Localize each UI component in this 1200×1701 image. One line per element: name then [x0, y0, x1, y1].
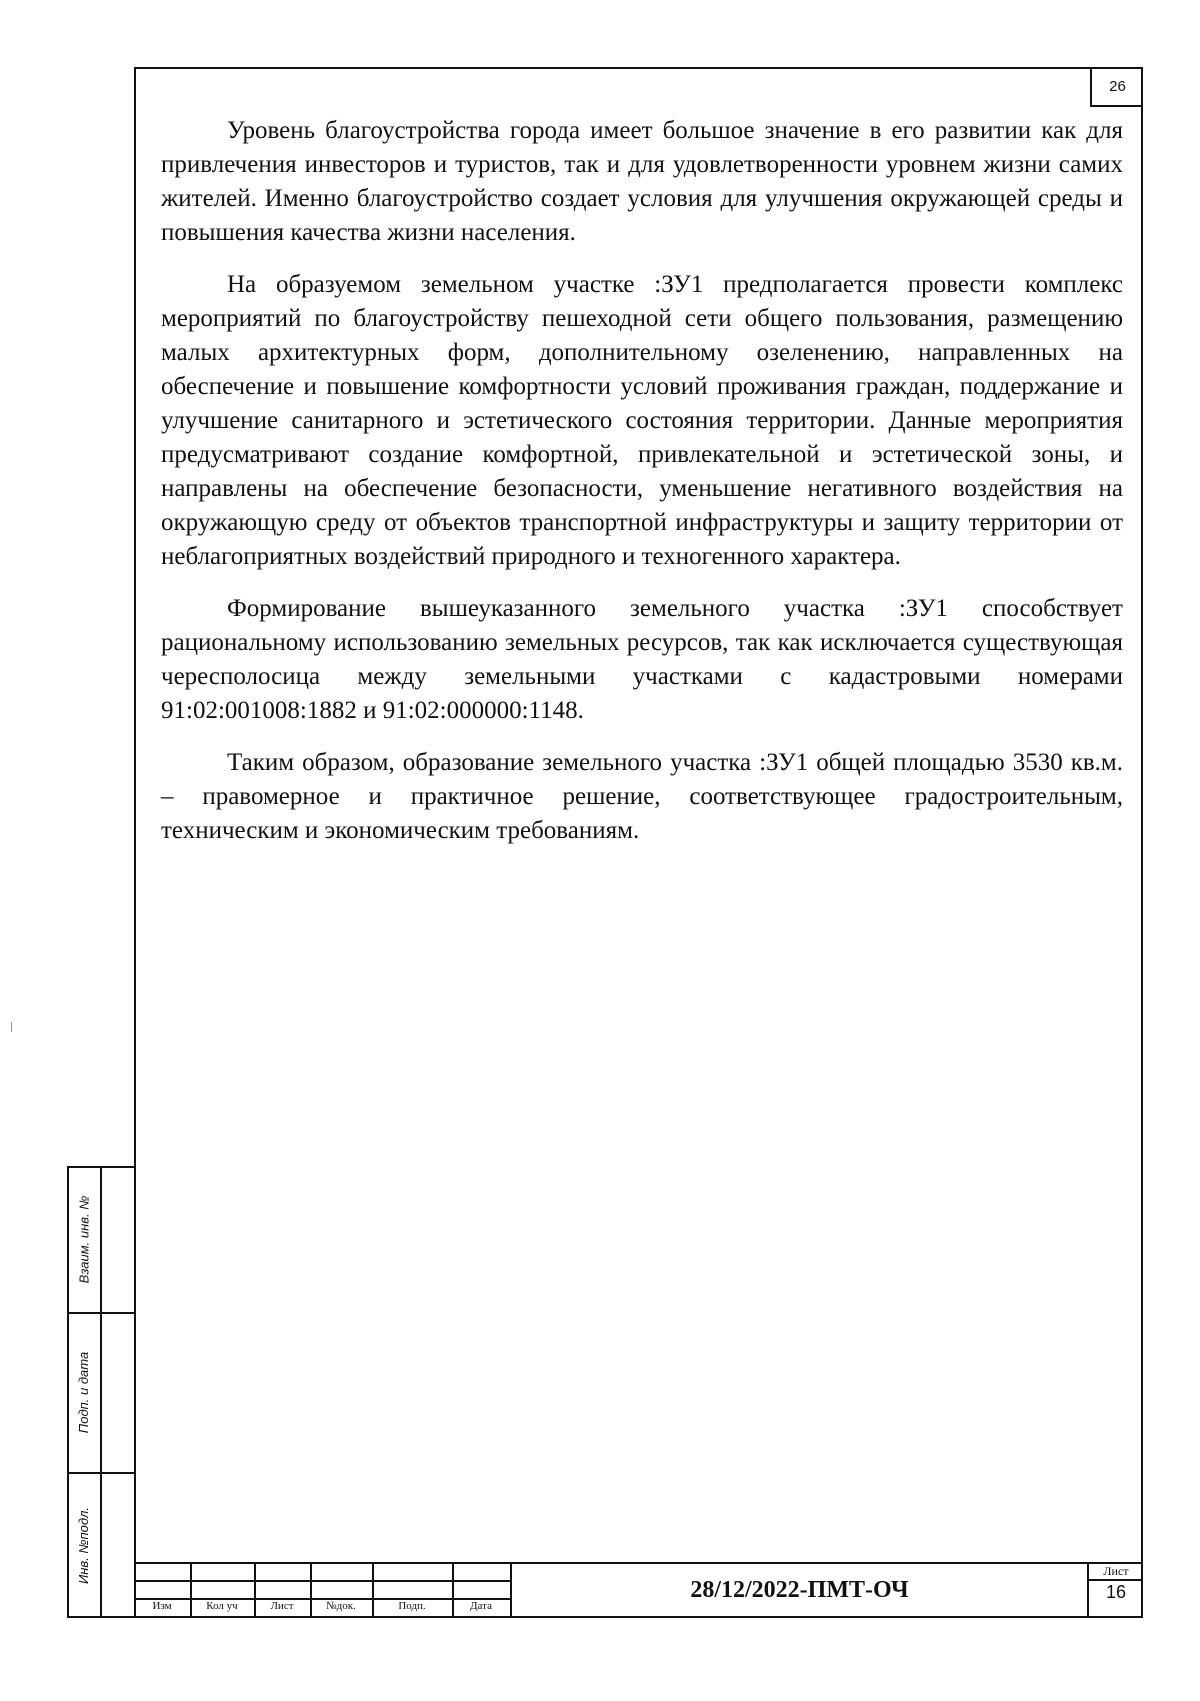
side-label-inv: Инв. №подл. — [76, 1506, 91, 1584]
paragraph-3: Формирование вышеуказанного земельного участка :ЗУ1 способствует рациональному использованию земельных ресурсов, так как исключается существующая чересполосица между земельными участками с кадастровыми номерами 91:02:001008:1882 и 91:02:000000:1148. — [161, 595, 1123, 724]
title-block — [134, 1562, 1143, 1618]
sheet-number: 16 — [1105, 1582, 1127, 1602]
page-number: 26 — [1090, 67, 1143, 107]
side-stamp — [67, 1166, 134, 1618]
col-header-list: Лист — [270, 1600, 294, 1612]
document-code: 28/12/2022-ПМТ-ОЧ — [690, 1576, 909, 1603]
side-label-podp: Подп. и дата — [76, 1351, 92, 1433]
paragraph-1: Уровень благоустройства города имеет большое значение в его развитии как для привлечения инвесторов и туристов, так и для удовлетворенности уровнем жизни самих жителей. Именно благоустройство создает условия для улучшения окружающей среды и повышения качества жизни населения. — [161, 117, 1123, 246]
col-header-data: Дата — [470, 1600, 492, 1612]
col-header-izm: Изм — [152, 1600, 172, 1612]
sheet-box — [1087, 1562, 1143, 1618]
col-header-ndok: №док. — [326, 1600, 356, 1612]
side-label-cell — [67, 1472, 100, 1618]
side-label-cell — [67, 1312, 100, 1472]
side-stamp-divider — [100, 1166, 102, 1618]
col-header-podp: Подп. — [398, 1600, 426, 1612]
paragraph-4: Таким образом, образование земельного участка :ЗУ1 общей площадью 3530 кв.м. – правомерное и практичное решение, соответствующее градостроительным, техническим и экономическим требованиям. — [161, 749, 1123, 844]
side-label-cell — [67, 1166, 100, 1312]
body-text — [161, 114, 1123, 866]
col-header-koluch: Кол уч — [206, 1600, 238, 1612]
revision-grid — [134, 1562, 510, 1618]
sheet-label: Лист — [1089, 1563, 1143, 1581]
scan-artifact — [11, 1022, 12, 1032]
paragraph-2: На образуемом земельном участке :ЗУ1 предполагается провести комплекс мероприятий по благоустройству пешеходной сети общего пользования, размещению малых архитектурных форм, дополнительному озеленению, направленных на обеспечение и повышение комфортности условий проживания граждан, поддержание и улучшение санитарного и эстетического состояния территории. Данные мероприятия предусматривают создание комфортной, привлекательной и эстетической зоны, и направлены на обеспечение безопасности, уменьшение негативного воздействия на окружающую среду от объектов транспортной инфраструктуры и защиту территории от неблагоприятных воздействий природного и техногенного характера. — [161, 271, 1123, 570]
side-label-vzaim: Взаим. инв. № — [76, 1195, 92, 1283]
